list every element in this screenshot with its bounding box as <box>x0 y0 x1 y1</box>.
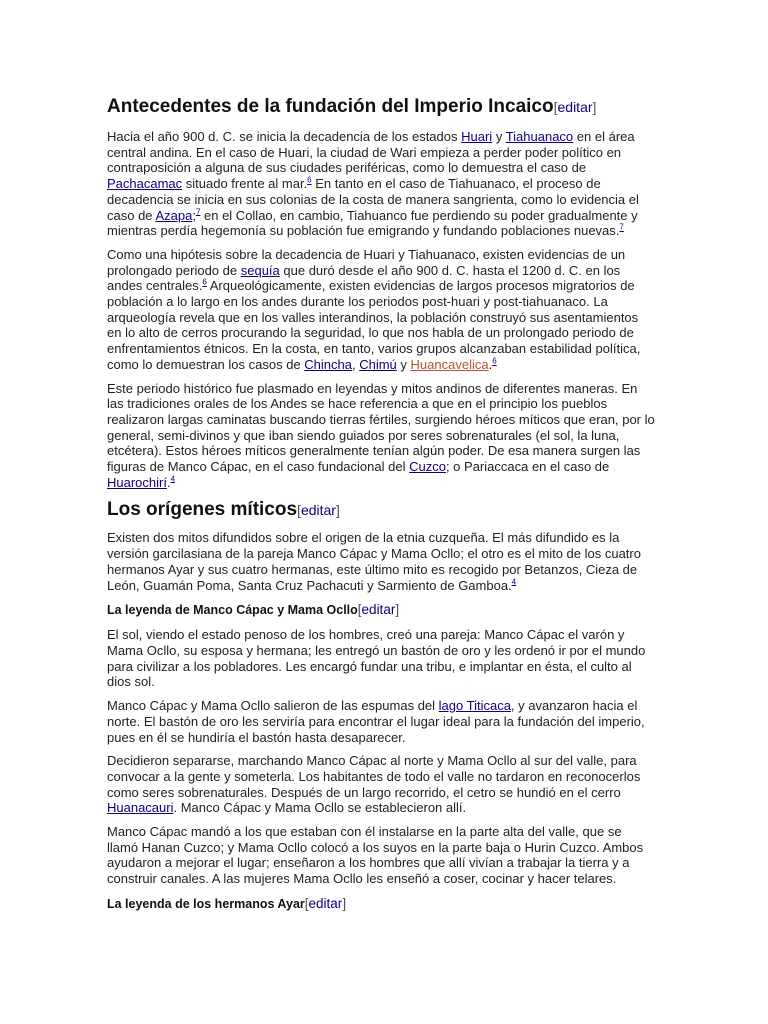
edit-section-link[interactable]: editar <box>308 895 343 911</box>
paragraph-text: Este periodo histórico fue plasmado en leyendas y mitos andinos de diferentes maneras. En las tradiciones orales de los Andes se hace referencia a que en el principio los pueblos realizaron largas caminatas buscando tierras fértiles, surgiendo héroes míticos que eran, por lo general, semi-divinos y que iban siendo guiados por seres sobrenaturales (el sol, la luna, etcétera). Estos héroes míticos generalmente tenían algún poder. De esa manera surgen las figuras de Manco Cápac, en el caso fundacional del <box>107 380 655 475</box>
reference-link[interactable]: 6 <box>492 356 497 366</box>
paragraph-text: Manco Cápac y Mama Ocllo salieron de las espumas del <box>107 698 439 714</box>
paragraph-manco-3 <box>107 753 655 816</box>
reference-sup <box>512 577 516 586</box>
edit-section-link[interactable]: editar <box>557 99 593 115</box>
paragraph-manco-2 <box>107 698 655 745</box>
edit-section-link-wrapper <box>297 502 340 518</box>
paragraph-text: En tanto en el caso de Tiahuanaco, el proceso de decadencia se inicia en sus colonias de la costa de manera sangrienta, como lo evidencia el caso de <box>107 176 639 223</box>
bracket-open: [ <box>357 602 362 618</box>
paragraph-antecedentes-3 <box>107 381 655 491</box>
link-tiahuanaco[interactable]: Tiahuanaco <box>505 129 574 144</box>
link-sequia[interactable]: sequía <box>240 262 280 278</box>
article-content <box>107 95 655 921</box>
link-huanacauri[interactable]: Huanacauri <box>107 800 174 816</box>
reference-link[interactable]: 7 <box>195 207 201 217</box>
paragraph-text: Existen dos mitos difundidos sobre el origen de la etnia cuzqueña. El más difundido es la versión garcilasiana de la pareja Manco Cápac y Mama Ocllo; el otro es el mito de los cuatro hermanos Ayar y sus cuatro hermanas, este último mito es recogido por Betanzos, Cieza de León, Guamán Poma, Santa Cruz Pachacuti y Sarmiento de Gamboa. <box>107 530 641 593</box>
link-lago-titicaca[interactable]: lago Titicaca <box>438 698 511 714</box>
paragraph-text: ; <box>192 207 196 223</box>
paragraph-text: . <box>488 356 493 372</box>
subsection-heading-hermanos-ayar <box>107 895 655 913</box>
bracket-open: [ <box>297 502 301 519</box>
link-chimu[interactable]: Chimú <box>359 356 397 372</box>
edit-section-link[interactable]: editar <box>300 502 336 519</box>
bracket-close: ] <box>342 895 347 911</box>
paragraph-text: Decidieron separarse, marchando Manco Cápac al norte y Mama Ocllo al sur del valle, para convocar a la gente y someterla. Los habitantes de todo el valle no tardaron en reconocerlos como seres sobrenaturales. Después de un largo recorrido, el cetro se hundió en el cerro <box>107 753 641 800</box>
bracket-open: [ <box>304 895 309 911</box>
reference-link[interactable]: 4 <box>511 577 517 587</box>
heading-text: Antecedentes de la fundación del Imperio Incaico <box>107 96 554 117</box>
paragraph-text: . Manco Cápac y Mama Ocllo se establecieron allí. <box>173 800 467 816</box>
reference-link[interactable]: 6 <box>307 175 312 185</box>
section-heading-origenes <box>107 498 655 522</box>
paragraph-text: Hacia el año 900 d. C. se inicia la decadencia de los estados <box>107 129 462 144</box>
paragraph-text: situado frente al mar. <box>182 176 308 192</box>
reference-sup <box>492 357 496 366</box>
paragraph-manco-1: El sol, viendo el estado penoso de los hombres, creó una pareja: Manco Cápac el varón y Mama Ocllo, su esposa y hermana; les entregó un bastón de oro y les ordenó ir por el mundo para civilizar a los pobladores. Les encargó fundar una tribu, e implantar en ésta, el culto al dios sol. <box>107 627 646 690</box>
paragraph-antecedentes-1 <box>107 129 655 239</box>
edit-section-link-wrapper <box>358 602 399 617</box>
bracket-open: [ <box>553 99 558 115</box>
link-huarochiri[interactable]: Huarochirí <box>107 474 167 490</box>
section-heading-antecedentes <box>107 95 655 119</box>
heading-text: La leyenda de Manco Cápac y Mama Ocllo <box>107 603 358 618</box>
paragraph-text: y <box>492 129 506 144</box>
paragraph-antecedentes-2 <box>107 247 655 373</box>
heading-text: La leyenda de los hermanos Ayar <box>107 896 305 911</box>
edit-section-link-wrapper <box>305 896 346 911</box>
paragraph-text: en el Collao, en cambio, Tiahuanco fue perdiendo su poder gradualmente y mientras perdía hegemonía su población fue emigrando y fundando poblaciones nuevas. <box>107 207 638 239</box>
link-pachacamac[interactable]: Pachacamac <box>107 176 183 192</box>
bracket-close: ] <box>335 502 340 519</box>
heading-text: Los orígenes míticos <box>107 499 298 521</box>
paragraph-text: ; o Pariaccaca en el caso de <box>445 459 610 475</box>
paragraph-text: Como una hipótesis sobre la decadencia de Huari y Tiahuanaco, existen evidencias de un prolongado periodo de <box>107 246 626 278</box>
reference-link[interactable]: 4 <box>170 474 176 484</box>
reference-link[interactable]: 6 <box>202 278 207 287</box>
link-huari[interactable]: Huari <box>461 129 493 144</box>
edit-section-link[interactable]: editar <box>361 602 396 618</box>
paragraph-manco-4: Manco Cápac mandó a los que estaban con él instalarse en la parte alta del valle, que se llamó Hanan Cuzco; y Mama Ocllo colocó a los suyos en la parte baja o Hurin Cuzco. Ambos ayudaron a mejorar el lugar; enseñaron a los hombres que allí vivían a trabajar la tierra y a construir canales. A las mujeres Mama Ocllo les enseñó a coser, cocinar y hacer telares. <box>107 824 644 887</box>
reference-sup <box>171 474 175 483</box>
paragraph-text: , <box>351 356 360 372</box>
link-azapa[interactable]: Azapa <box>155 207 193 223</box>
reference-link[interactable]: 7 <box>619 222 624 232</box>
bracket-close: ] <box>592 99 597 115</box>
paragraph-text: Arqueológicamente, existen evidencias de largos procesos migratorios de población a lo largo en los andes durante los periodos post-huari y post-tiahuanaco. La arqueología revela que en los valles interandinos, la población construyó sus asentamientos en lo alto de cerros procurando la seguridad, lo que nos habla de un prolongado periodo de enfrentamientos étnicos. En la costa, en tanto, varios grupos alcanzaban estabilidad política, como lo demuestran los casos de <box>107 278 641 372</box>
paragraph-text: . <box>166 474 171 490</box>
link-cuzco[interactable]: Cuzco <box>409 459 446 475</box>
paragraph-origenes-1 <box>107 530 655 593</box>
bracket-close: ] <box>395 602 400 618</box>
link-huancavelica[interactable]: Huancavelica <box>410 356 489 372</box>
paragraph-text: en el área central andina. En el caso de Huari, la ciudad de Wari empieza a perder poder político en contraposición a alguna de sus ciudades periféricas, como lo demuestra el caso de <box>107 129 635 176</box>
reference-sup <box>619 223 623 232</box>
paragraph-text: que duró desde el año 900 d. C. hasta el 1200 d. C. en los andes centrales. <box>107 262 621 294</box>
paragraph-text: , y avanzaron hacia el norte. El bastón de oro les serviría para encontrar el lugar ideal para la fundación del imperio, pues en él se hundiría el bastón hasta desaparecer. <box>107 698 645 745</box>
paragraph-text: y <box>396 356 411 372</box>
link-chincha[interactable]: Chincha <box>304 356 352 372</box>
subsection-heading-manco-capac <box>107 601 655 619</box>
edit-section-link-wrapper <box>554 99 597 115</box>
